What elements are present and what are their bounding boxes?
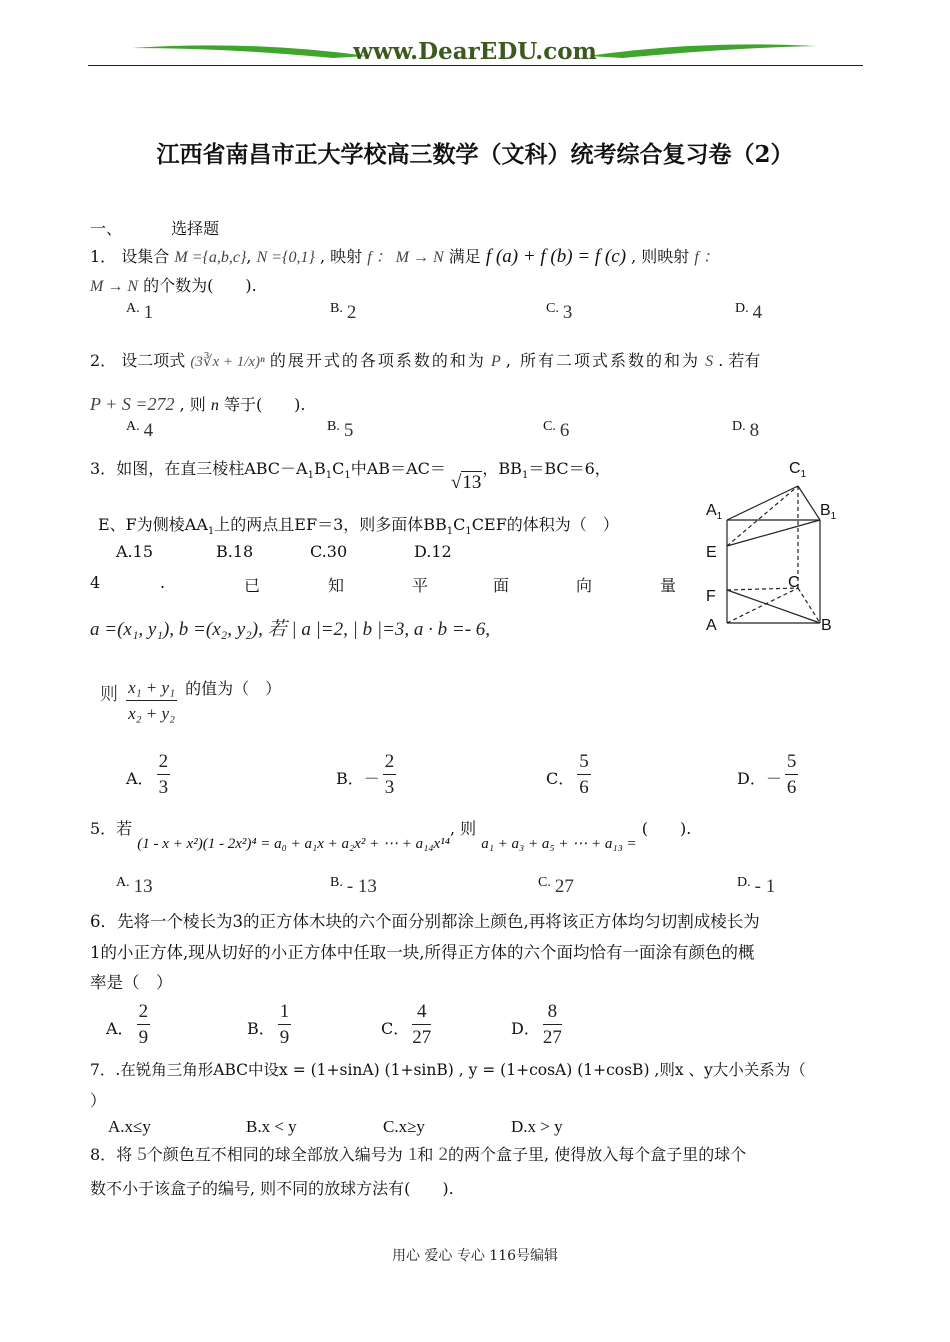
q3-line2-sub3: 1 <box>465 526 472 538</box>
section-heading <box>90 216 219 239</box>
header-rule <box>88 65 863 66</box>
q7-option-c[interactable]: C.x≥y <box>383 1117 425 1136</box>
q3-sqrt-value: 13 <box>462 472 482 493</box>
q6-option-c-label: C． <box>381 1019 410 1038</box>
q3-line2-c: C <box>453 515 466 534</box>
figure-label-a1-text: A <box>706 502 717 519</box>
q6-option-d-label: D． <box>511 1019 540 1038</box>
figure-label-c1-text: C <box>789 460 801 477</box>
logo-text: www.DearEDU.com <box>353 38 597 65</box>
q4-option-d-den: 6 <box>786 777 797 798</box>
q5-option-b-label: B. <box>330 875 343 890</box>
q2-n: n <box>210 397 219 414</box>
q3-sub-1: 1 <box>307 470 314 482</box>
q2-option-c-label: C. <box>543 419 556 434</box>
q6-option-a-frac <box>137 1000 151 1051</box>
q4-option-d-num: 5 <box>785 750 799 775</box>
question-7-line2: ） <box>90 1091 107 1110</box>
q2-text-a: 设二项式 <box>121 351 186 370</box>
q3-option-b[interactable]: B.18 <box>216 542 254 561</box>
q2-option-b-label: B. <box>327 419 340 434</box>
q1-number: 1． <box>90 247 117 266</box>
q3-text-a: 如图，在直三棱柱ABC－A <box>116 459 308 478</box>
q6-option-a-den: 9 <box>138 1027 149 1048</box>
q2-binomial: (3∛x + 1/x)ⁿ <box>190 354 265 370</box>
question-2-line2 <box>90 392 306 415</box>
figure-label-b: B <box>821 617 832 634</box>
q2-text-b: 的展开式的各项系数的和为 <box>269 351 486 370</box>
section-label: 选择题 <box>171 219 220 238</box>
q6-option-b-frac <box>278 1000 292 1051</box>
q2-s: S <box>705 353 714 370</box>
figure-label-c1-sub: 1 <box>800 469 807 481</box>
q4-option-a-num: 2 <box>157 750 171 775</box>
question-6-line3: 率是（ ） <box>90 973 173 992</box>
q8-text-b: 个颜色互不相同的球全部放入编号为 <box>146 1145 403 1164</box>
question-6-line1: 6．先将一个棱长为3的正方体木块的六个面分别都涂上颜色,再将该正方体均匀切割成棱长为 <box>90 912 760 931</box>
q1-option-b-value: 2 <box>346 302 357 323</box>
q2-number: 2． <box>90 351 117 370</box>
q1-option-d[interactable] <box>735 302 762 324</box>
q2-text-d: . 若有 <box>718 351 761 370</box>
q4-option-a-label: A． <box>126 769 154 788</box>
q4-option-c[interactable] <box>546 750 594 801</box>
q6-option-c-frac <box>412 1000 431 1051</box>
question-3-line1 <box>90 456 611 493</box>
q2-option-c[interactable] <box>543 420 569 442</box>
q2-option-a[interactable] <box>126 420 153 442</box>
q1-option-c[interactable] <box>546 302 572 324</box>
q3-line2-d: CEF的体积为（ ） <box>471 515 619 534</box>
q4-tail: 的值为（ ） <box>185 679 282 698</box>
question-8-line2: 数不小于该盒子的编号, 则不同的放球方法有( ). <box>90 1179 454 1198</box>
q5-option-b-value: - 13 <box>346 876 377 897</box>
q8-text-a: 将 <box>116 1145 133 1164</box>
q4-option-a[interactable] <box>126 750 173 801</box>
q3-text-c: C <box>332 459 345 478</box>
q5-option-d-label: D. <box>737 875 751 890</box>
q3-text-b: B <box>313 459 326 478</box>
q6-option-d-frac <box>543 1000 562 1051</box>
question-8-line1 <box>90 1142 746 1166</box>
q4-stem-char-4: 面 <box>493 576 510 595</box>
q3-option-d[interactable]: D.12 <box>414 542 452 561</box>
q6-option-b-den: 9 <box>279 1027 290 1048</box>
question-1-line2 <box>90 273 257 296</box>
q3-sub-4: 1 <box>521 470 529 482</box>
q1-text-d: , 则映射 <box>631 247 690 266</box>
q6-option-d-num: 8 <box>543 1000 562 1025</box>
question-2-line1 <box>90 348 760 371</box>
figure-label-e: E <box>706 544 717 561</box>
q3-line2-sub: 1 <box>207 526 215 538</box>
q6-option-a[interactable] <box>106 1000 153 1051</box>
question-5 <box>90 816 692 852</box>
q6-option-b[interactable] <box>247 1000 294 1051</box>
figure-label-b1-sub: 1 <box>830 511 837 523</box>
q7-option-a[interactable]: A.x≤y <box>108 1117 151 1136</box>
q3-option-a[interactable]: A.15 <box>116 542 153 561</box>
figure-label-a1-sub: 1 <box>716 511 723 523</box>
q1-set-m: M ={a,b,c} <box>174 249 247 266</box>
q4-fraction <box>126 676 177 727</box>
q1-option-b-label: B. <box>330 301 343 316</box>
q2-option-d-value: 8 <box>749 420 760 441</box>
q1-option-a-value: 1 <box>143 302 154 323</box>
q1-option-a-label: A. <box>126 301 140 316</box>
q5-number: 5．若 <box>90 819 133 838</box>
q4-option-d-label: D． <box>737 769 766 788</box>
q2-option-d[interactable] <box>732 420 759 442</box>
q3-sqrt: √13 <box>450 472 482 493</box>
q1-condition: f (a) + f (b) = f (c) <box>485 246 627 267</box>
q4-fraction-num: x₁ + y₁ <box>126 676 177 701</box>
q5-expansion: (1 - x + x²)(1 - 2x²)⁴ = a₀ + a₁x + a₂x² + ⋯ + a₁₄x¹⁴ <box>137 836 450 852</box>
q2-text-f: 等于( ). <box>223 395 306 414</box>
q6-option-a-num: 2 <box>137 1000 151 1025</box>
q4-option-b-frac <box>383 750 397 801</box>
q6-option-b-num: 1 <box>278 1000 292 1025</box>
q3-sub-3: 1 <box>344 470 351 482</box>
q4-stem-char-1: 已 <box>244 576 261 595</box>
question-3-line2 <box>98 512 619 537</box>
q4-option-d[interactable] <box>737 750 801 801</box>
q3-line2-sub2: 1 <box>446 526 454 538</box>
q6-option-c-den: 27 <box>412 1027 432 1048</box>
q2-option-a-value: 4 <box>143 420 154 441</box>
q2-text-c: , 所有二项式系数的和为 <box>505 351 701 370</box>
q2-option-b[interactable] <box>327 420 353 442</box>
q1-option-c-label: C. <box>546 301 559 316</box>
page-title: 江西省南昌市正大学校高三数学（文科）统考综合复习卷（2） <box>156 141 794 168</box>
q1-option-b[interactable] <box>330 302 356 324</box>
q5-then: , 则 <box>449 819 477 838</box>
q5-sum: a₁ + a₃ + a₅ + ⋯ + a₁₃ = <box>481 836 637 852</box>
q5-option-a[interactable] <box>116 876 153 898</box>
q3-line2-a: E、F为侧棱AA <box>98 515 208 534</box>
q4-stem-char-6: 量 <box>660 576 677 595</box>
q7-option-d[interactable]: D.x > y <box>511 1117 563 1136</box>
q4-option-b-sign: － <box>363 769 380 788</box>
q2-p: P <box>490 353 501 370</box>
q3-text-f: ＝BC＝6， <box>528 459 611 478</box>
q8-text-d: 的两个盒子里, 使得放入每个盒子里的球个 <box>448 1145 747 1164</box>
q1-set-n: N ={0,1} <box>256 249 315 266</box>
question-7-line1: 7．.在锐角三角形ABC中设x = (1+sinA) (1+sinB) , y = (1+cosA) (1+cosB) ,则x 、y大小关系为（ <box>90 1061 806 1079</box>
q3-line2-b: 上的两点且EF＝3，则多面体BB <box>214 515 447 534</box>
q4-option-b-label: B． <box>336 769 364 788</box>
q5-option-a-label: A. <box>116 875 130 890</box>
q4-option-c-frac <box>577 750 591 801</box>
q5-option-b[interactable] <box>330 876 377 898</box>
q6-option-a-label: A． <box>106 1019 134 1038</box>
q6-option-c-num: 4 <box>412 1000 431 1025</box>
q6-option-c[interactable] <box>381 1000 434 1051</box>
q1-option-c-value: 3 <box>562 302 573 323</box>
q1-option-d-label: D. <box>735 301 749 316</box>
q1-option-d-value: 4 <box>752 302 763 323</box>
figure-label-f: F <box>706 588 716 605</box>
q4-option-d-frac <box>785 750 799 801</box>
figure-label-c1 <box>789 460 806 480</box>
figure-label-c: C <box>788 574 800 591</box>
section-number: 一、 <box>90 219 123 238</box>
q1-text-e: 的个数为( ). <box>143 276 257 295</box>
q1-f: f ： <box>694 249 719 266</box>
q5-tail: ( ). <box>641 819 692 838</box>
q1-option-a[interactable] <box>126 302 153 324</box>
q5-option-c-label: C. <box>538 875 551 890</box>
q4-fraction-den: x₂ + y₂ <box>128 704 175 723</box>
q2-equation: P + S =272 <box>90 394 175 414</box>
q2-option-d-label: D. <box>732 419 746 434</box>
q1-text-c: 满足 <box>448 247 481 266</box>
q4-option-b-num: 2 <box>383 750 397 775</box>
q8-five: 5 <box>137 1144 147 1165</box>
q8-text-c: 和 <box>417 1145 434 1164</box>
q1-line2-map: M → N <box>90 278 138 295</box>
q6-option-b-label: B． <box>247 1019 275 1038</box>
prism-diagram <box>700 458 850 638</box>
q4-option-c-num: 5 <box>577 750 591 775</box>
q8-one: 1 <box>407 1144 418 1165</box>
q3-sub-2: 1 <box>325 470 333 482</box>
figure-label-b1-text: B <box>820 502 831 519</box>
q5-option-a-value: 13 <box>133 876 153 897</box>
q3-text-d: 中AB＝AC＝ <box>350 459 446 478</box>
q5-option-c-value: 27 <box>554 876 574 897</box>
q4-option-a-den: 3 <box>158 777 169 798</box>
q4-question-line <box>100 676 281 727</box>
q3-text-e: ，BB <box>482 459 522 478</box>
q2-option-b-value: 5 <box>343 420 354 441</box>
q5-option-d-value: - 1 <box>754 876 776 897</box>
q4-option-a-frac <box>157 750 171 801</box>
figure-label-a: A <box>706 617 717 634</box>
q8-number: 8． <box>90 1145 117 1164</box>
q5-option-c[interactable] <box>538 876 574 898</box>
q7-option-b[interactable]: B.x < y <box>246 1117 297 1136</box>
q1-text-b: , 映射 <box>319 247 363 266</box>
question-6-line2: 1的小正方体,现从切好的小正方体中任取一块,所得正方体的六个面均恰有一面涂有颜色的概 <box>90 943 755 962</box>
q4-number: 4 <box>90 573 101 592</box>
q4-option-d-sign: － <box>765 769 782 788</box>
q5-option-d[interactable] <box>737 876 775 898</box>
q4-option-b[interactable] <box>336 750 399 801</box>
question-1-line1: 1． 设集合 M ={a,b,c}, N ={0,1} , 映射 f ： M → N 满足 f (a) + f (b) = f (c) , 则映射 f ： <box>90 246 719 267</box>
q6-option-d[interactable] <box>511 1000 565 1051</box>
figure-label-a1 <box>706 502 722 522</box>
q3-option-c[interactable]: C.30 <box>310 542 348 561</box>
q4-option-c-den: 6 <box>579 777 589 798</box>
q2-option-c-value: 6 <box>559 420 570 441</box>
prism-figure <box>700 458 850 638</box>
q4-vector-line: a =(x₁, y₁), b =(x₂, y₂), 若 | a |=2, | b |=3, a · b =- 6, <box>90 619 491 640</box>
q4-option-b-den: 3 <box>384 777 395 798</box>
q4-stem-char-2: 知 <box>328 576 345 595</box>
q1-map: f ： M → N <box>367 249 444 266</box>
page-footer: 用心 爱心 专心 116号编辑 <box>391 1248 559 1264</box>
q1-text-a: 设集合 <box>121 247 170 266</box>
q4-stem-char-3: 平 <box>412 576 429 595</box>
q2-option-a-label: A. <box>126 419 140 434</box>
q4-then: 则 <box>100 684 118 705</box>
q4-option-c-label: C． <box>546 769 575 788</box>
q8-two: 2 <box>438 1144 449 1165</box>
q6-option-d-den: 27 <box>542 1027 562 1048</box>
q3-number: 3． <box>90 459 117 478</box>
q4-stem-char-0: . <box>160 573 166 592</box>
figure-label-b1 <box>820 502 836 522</box>
q2-text-e: , 则 <box>179 395 206 414</box>
q4-stem-char-5: 向 <box>576 576 593 595</box>
